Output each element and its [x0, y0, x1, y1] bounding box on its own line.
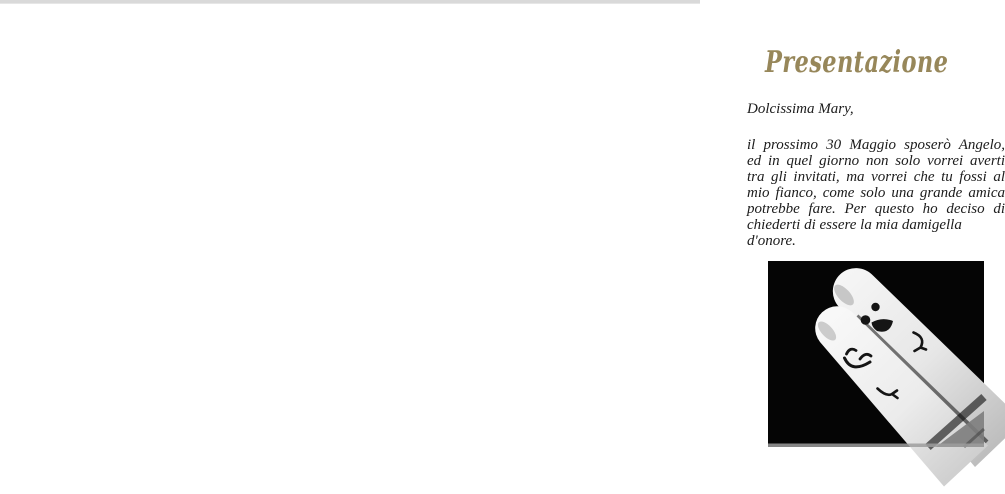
letter-line: mio fianco, come solo una grande amica — [747, 185, 1005, 201]
letter-line: potrebbe fare. Per questo ho deciso di — [747, 201, 1005, 217]
letter-paragraph — [747, 137, 1005, 249]
smiley-fingers-image — [768, 261, 984, 447]
back-face-eye-right — [871, 303, 879, 311]
page-title: Presentazione — [765, 45, 949, 80]
letter-line: chiederti di essere la mia damigella — [747, 217, 962, 233]
letter-line: tra gli invitati, ma vorrei che tu fossi al — [747, 169, 1005, 185]
letter-line: ed in quel giorno non solo vorrei averti — [747, 153, 1005, 169]
card-left-page-blank — [0, 4, 350, 494]
back-face-eye-left — [861, 315, 871, 325]
smiley-fingers-photo — [768, 261, 984, 447]
letter-line: d'onore. — [747, 233, 796, 249]
card-right-page — [350, 4, 1005, 494]
letter-line: il prossimo 30 Maggio sposerò Angelo, — [747, 137, 1005, 153]
photo-bottom-strip — [768, 444, 984, 448]
letter-greeting: Dolcissima Mary, — [747, 101, 854, 117]
letter-body — [747, 101, 1005, 249]
